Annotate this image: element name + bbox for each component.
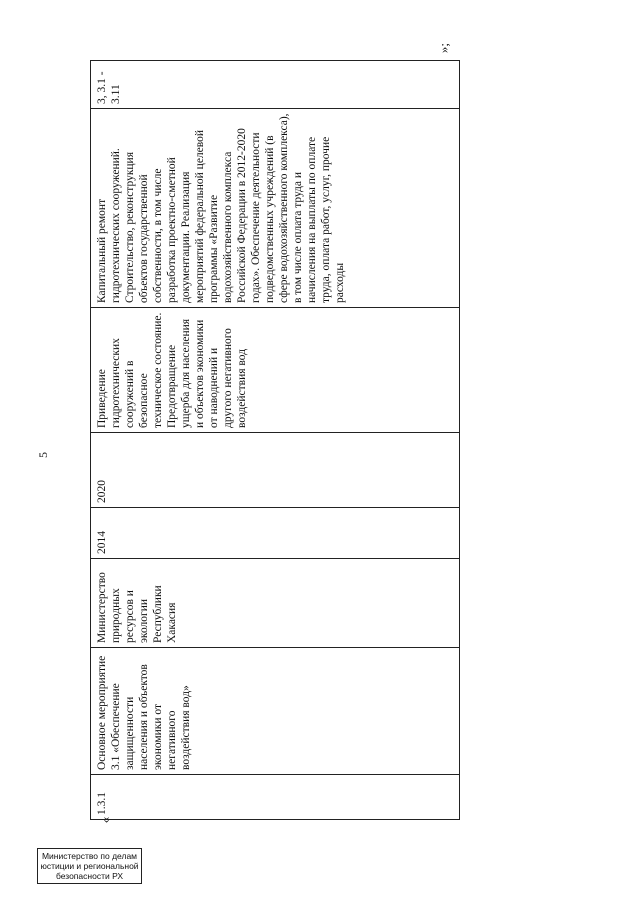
rotated-table-container <box>90 60 460 820</box>
program-table <box>90 60 460 820</box>
cell-activities: Капитальный ремонт гидротехнических сооружений. Строительство, реконструкция объектов государственной собственности, в том числе разработка проектно-сметной документации. Реализация мероприятий федеральной целевой программы «Развитие водохозяйственного комплекса Российской Федерации в 2012-2020 годах». Обеспечение деятельности подведомственных учреждений (в сфере водохозяйственного комплекса), в том числе оплата труда и начисления на выплаты по оплате труда, оплата работ, услуг, прочие расходы <box>91 109 460 308</box>
cell-indicators: 3, 3.1 - 3.11 <box>91 61 460 109</box>
table-rotated <box>90 60 460 820</box>
cell-code: 1.3.1 <box>91 775 460 820</box>
table-row <box>91 61 460 820</box>
cell-result: Приведение гидротехнических сооружений в безопасное техническое состояние. Предотвращение ущерба для населения и объектов экономики от наводнений и другого негативного воздействия вод <box>91 308 460 433</box>
opening-quote: « <box>97 816 113 824</box>
stamp-line-3: безопасности РХ <box>55 871 124 881</box>
cell-end-year: 2020 <box>91 433 460 508</box>
page-number: 5 <box>36 452 50 458</box>
cell-start-year: 2014 <box>91 508 460 559</box>
cell-name: Основное мероприятие 3.1 «Обеспечение защищенности населения и объектов экономики от негативного воздействия вод» <box>91 648 460 775</box>
stamp-line-2: юстиции и региональной <box>40 861 139 871</box>
closing-quote: »; <box>436 42 452 54</box>
stamp-line-1: Министерство по делам <box>41 851 138 861</box>
cell-executor: Министерство природных ресурсов и экологии Республики Хакасия <box>91 559 460 648</box>
ministry-stamp <box>37 848 142 884</box>
